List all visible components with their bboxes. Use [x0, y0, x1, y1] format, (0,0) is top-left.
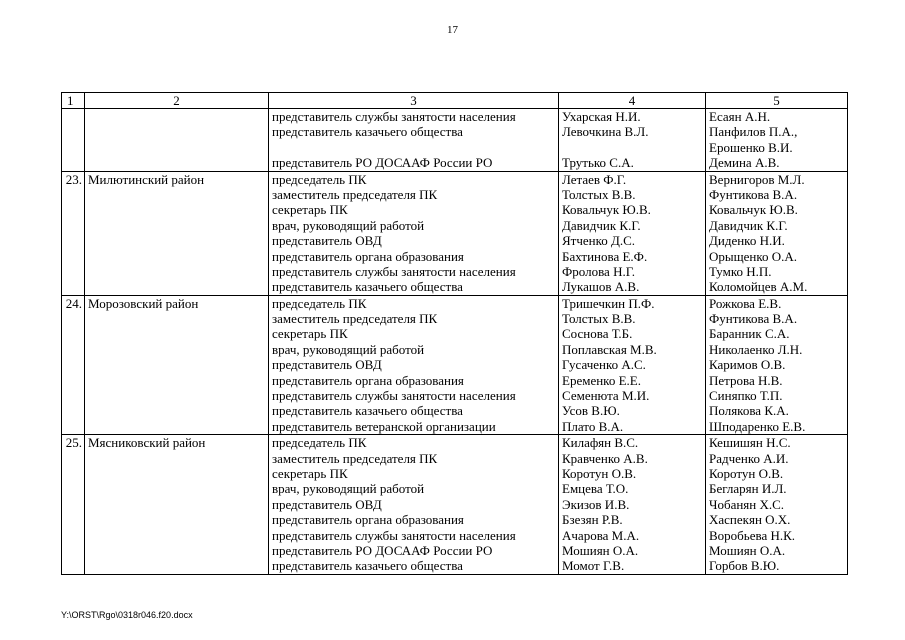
district-row — [62, 435, 848, 575]
reserve-cell — [706, 109, 848, 172]
cell-line: Диденко Н.И. — [709, 233, 785, 249]
header-row — [62, 93, 848, 109]
cell-line: представитель ветеранской организации — [272, 418, 496, 434]
cell-line: представитель службы занятости населения — [272, 388, 516, 404]
cell-line: врач, руководящий работой — [272, 217, 425, 233]
cell-line: Фунтикова В.А. — [709, 311, 798, 327]
cell-line: Гусаченко А.С. — [562, 357, 646, 373]
cell-line: Мошиян О.А. — [562, 542, 639, 558]
cell-line: Петрова Н.В. — [709, 372, 783, 388]
roles-cell — [269, 171, 559, 295]
cell-line: представитель органа образования — [272, 248, 464, 264]
district-row — [62, 171, 848, 295]
district-name: Морозовский район — [85, 295, 269, 435]
row-number: 24. — [62, 295, 85, 435]
roles-cell — [269, 109, 559, 172]
cell-line: представитель ОВД — [272, 496, 382, 512]
cell-line: Летаев Ф.Г. — [562, 171, 627, 187]
cell-line — [562, 140, 703, 155]
cell-line: секретарь ПК — [272, 465, 348, 481]
cell-line: представитель службы занятости населения — [272, 527, 516, 543]
cell-line: Кешишян Н.С. — [709, 435, 791, 451]
cell-line: Ачарова М.А. — [562, 527, 640, 543]
cell-line: Ухарская Н.И. — [562, 109, 641, 124]
cell-line: Коломойцев А.М. — [709, 279, 808, 295]
cell-line: Ерошенко В.И. — [709, 139, 793, 155]
cell-line: Еременко Е.Е. — [562, 372, 641, 388]
cell-line: заместитель председателя ПК — [272, 186, 438, 202]
cell-line: представитель ОВД — [272, 233, 382, 249]
cell-line: Толстых В.В. — [562, 186, 636, 202]
cell-line: председатель ПК — [272, 171, 367, 187]
cell-line: представитель РО ДОСААФ России РО — [272, 155, 493, 171]
cell-line: Чобанян Х.С. — [709, 496, 785, 512]
cell-line: представитель органа образования — [272, 372, 464, 388]
cell-line: Соснова Т.Б. — [562, 326, 633, 342]
cell-line: секретарь ПК — [272, 326, 348, 342]
cell-line: Каримов О.В. — [709, 357, 786, 373]
header-col-1: 1 — [62, 93, 85, 109]
members-cell — [559, 435, 706, 575]
cell-line: Бахтинова Е.Ф. — [562, 248, 648, 264]
cell-line: Николаенко Л.Н. — [709, 341, 803, 357]
cell-line: Мошиян О.А. — [709, 542, 786, 558]
cell-line: Килафян В.С. — [562, 435, 639, 451]
cell-line: представитель казачьего общества — [272, 403, 463, 419]
district-name: Мясниковский район — [85, 435, 269, 575]
cell-line: врач, руководящий работой — [272, 481, 425, 497]
cell-line: Усов В.Ю. — [562, 403, 620, 419]
cell-line: Есаян А.Н. — [709, 109, 771, 124]
cell-line: Бегларян И.Л. — [709, 481, 787, 497]
cell-line: Радченко А.И. — [709, 450, 789, 466]
cell-line: представитель казачьего общества — [272, 558, 463, 574]
cell-line: Давидчик К.Г. — [709, 217, 788, 233]
reserve-cell — [706, 171, 848, 295]
cell-line: Ковальчук Ю.В. — [562, 202, 651, 218]
cell-line: Полякова К.А. — [709, 403, 789, 419]
members-cell — [559, 109, 706, 172]
cell-line: Воробьева Н.К. — [709, 527, 796, 543]
cell-line: председатель ПК — [272, 435, 367, 451]
district-row — [62, 295, 848, 435]
cell-line: Фролова Н.Г. — [562, 263, 636, 279]
continuation-row — [62, 109, 848, 172]
cell-line: Лукашов А.В. — [562, 279, 640, 295]
cell-line: представитель казачьего общества — [272, 124, 463, 140]
cell-line: врач, руководящий работой — [272, 341, 425, 357]
cell-line: представитель казачьего общества — [272, 279, 463, 295]
cell-line: Синяпко Т.П. — [709, 388, 783, 404]
commission-table — [61, 92, 848, 575]
reserve-cell — [706, 295, 848, 435]
cell-line: заместитель председателя ПК — [272, 450, 438, 466]
cell-line: Поплавская М.В. — [562, 341, 657, 357]
cell-line: Тришечкин П.Ф. — [562, 295, 655, 311]
cell-line: представитель службы занятости населения — [272, 109, 516, 124]
cell-line: Бзезян Р.В. — [562, 512, 623, 528]
cell-line: представитель РО ДОСААФ России РО — [272, 542, 493, 558]
reserve-cell — [706, 435, 848, 575]
cell-line: Вернигоров М.Л. — [709, 171, 805, 187]
cell-line: представитель ОВД — [272, 357, 382, 373]
continuation-num-cell — [62, 109, 85, 172]
file-path-footer: Y:\ORST\Rgo\0318r046.f20.docx — [61, 610, 193, 620]
cell-line: Момот Г.В. — [562, 558, 625, 574]
cell-line: Орыщенко О.А. — [709, 248, 798, 264]
district-name: Милютинский район — [85, 171, 269, 295]
cell-line: Левочкина В.Л. — [562, 124, 649, 140]
cell-line: Шподаренко Е.В. — [709, 418, 806, 434]
cell-line — [272, 140, 556, 155]
header-col-5: 5 — [706, 93, 848, 109]
cell-line: Рожкова Е.В. — [709, 295, 782, 311]
members-cell — [559, 295, 706, 435]
cell-line: Тумко Н.П. — [709, 263, 772, 279]
cell-line: Семенюта М.И. — [562, 388, 650, 404]
cell-line: Ковальчук Ю.В. — [709, 202, 798, 218]
cell-line: Коротун О.В. — [562, 465, 637, 481]
header-col-3: 3 — [269, 93, 559, 109]
cell-line: заместитель председателя ПК — [272, 311, 438, 327]
page-number: 17 — [447, 24, 458, 36]
cell-line: Панфилов П.А., — [709, 124, 798, 140]
cell-line: Кравченко А.В. — [562, 450, 648, 466]
cell-line: представитель органа образования — [272, 512, 464, 528]
cell-line: Емцева Т.О. — [562, 481, 629, 497]
cell-line: председатель ПК — [272, 295, 367, 311]
cell-line: Ятченко Д.С. — [562, 233, 636, 249]
header-col-2: 2 — [85, 93, 269, 109]
cell-line: представитель службы занятости населения — [272, 263, 516, 279]
members-cell — [559, 171, 706, 295]
cell-line: Толстых В.В. — [562, 311, 636, 327]
row-number: 23. — [62, 171, 85, 295]
cell-line: Хаспекян О.Х. — [709, 512, 791, 528]
cell-line: Трутько С.А. — [562, 155, 634, 171]
continuation-district-cell — [85, 109, 269, 172]
table-body — [62, 109, 848, 575]
cell-line: Давидчик К.Г. — [562, 217, 641, 233]
row-number: 25. — [62, 435, 85, 575]
header-col-4: 4 — [559, 93, 706, 109]
roles-cell — [269, 295, 559, 435]
cell-line: секретарь ПК — [272, 202, 348, 218]
cell-line: Плато В.А. — [562, 418, 624, 434]
cell-line: Горбов В.Ю. — [709, 558, 780, 574]
cell-line: Баранник С.А. — [709, 326, 790, 342]
cell-line: Демина А.В. — [709, 155, 780, 171]
cell-line: Экизов И.В. — [562, 496, 630, 512]
cell-line: Коротун О.В. — [709, 465, 784, 481]
roles-cell — [269, 435, 559, 575]
cell-line: Фунтикова В.А. — [709, 186, 798, 202]
